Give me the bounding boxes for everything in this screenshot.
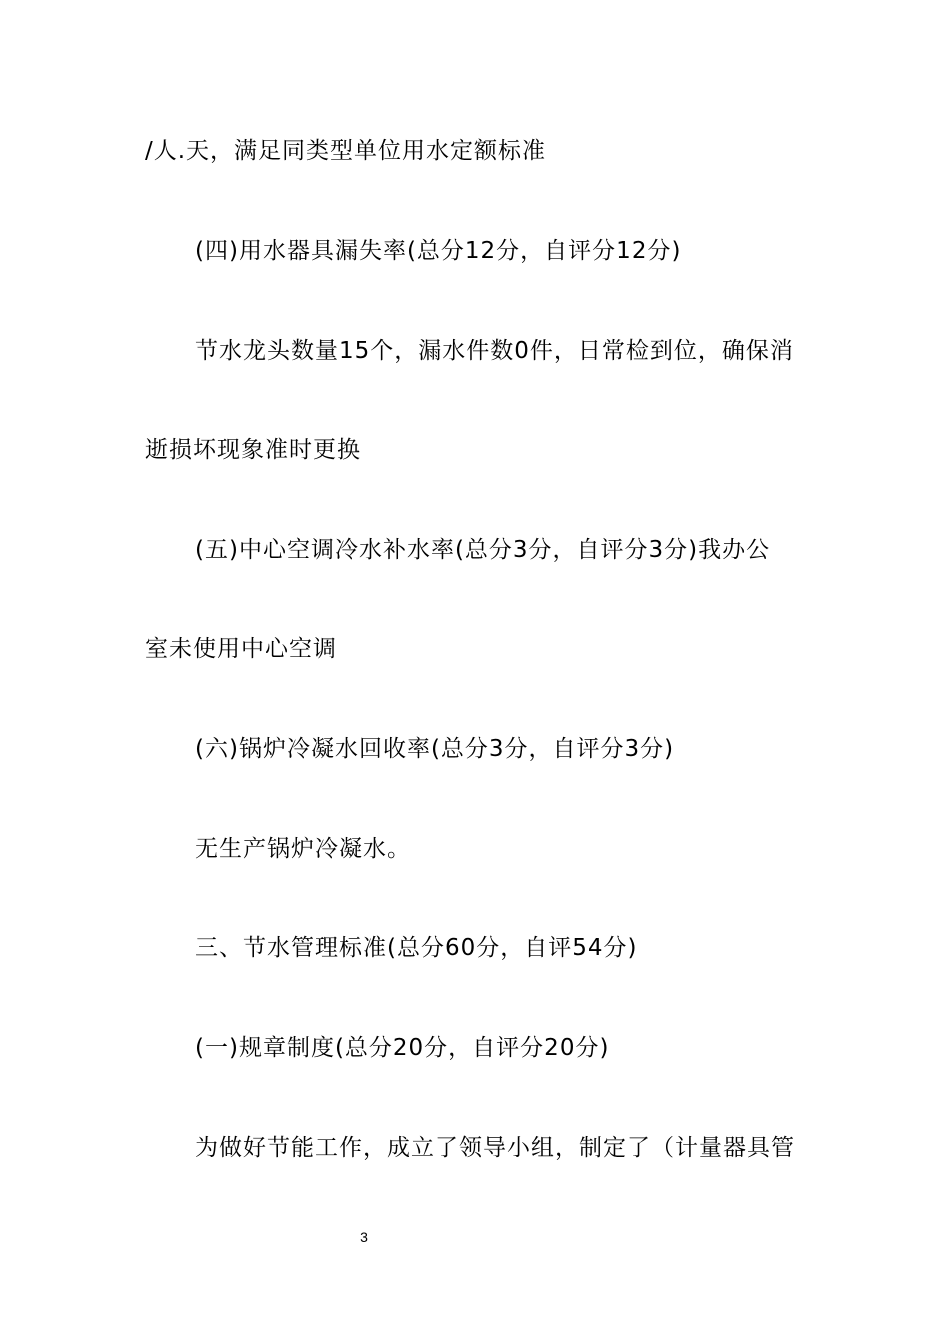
paragraph-line: 无生产锅炉冷凝水。 <box>195 836 411 862</box>
paragraph-line: 为做好节能工作，成立了领导小组，制定了（计量器具管 <box>195 1135 795 1161</box>
section-heading: (六)锅炉冷凝水回收率(总分3分，自评分3分) <box>195 736 675 762</box>
section-heading: (四)用水器具漏失率(总分12分，自评分12分) <box>195 238 682 264</box>
section-heading: (一)规章制度(总分20分，自评分20分) <box>195 1035 610 1061</box>
paragraph-line: /人.天，满足同类型单位用水定额标准 <box>145 138 547 164</box>
page-number: 3 <box>360 1229 368 1245</box>
section-heading: (五)中心空调冷水补水率(总分3分，自评分3分)我办公 <box>195 537 771 563</box>
paragraph-line: 节水龙头数量15个，漏水件数0件，日常检到位，确保消 <box>195 338 794 364</box>
paragraph-line: 室未使用中心空调 <box>145 636 337 662</box>
section-heading: 三、节水管理标准(总分60分，自评54分) <box>195 935 638 961</box>
paragraph-line: 逝损坏现象准时更换 <box>145 437 361 463</box>
